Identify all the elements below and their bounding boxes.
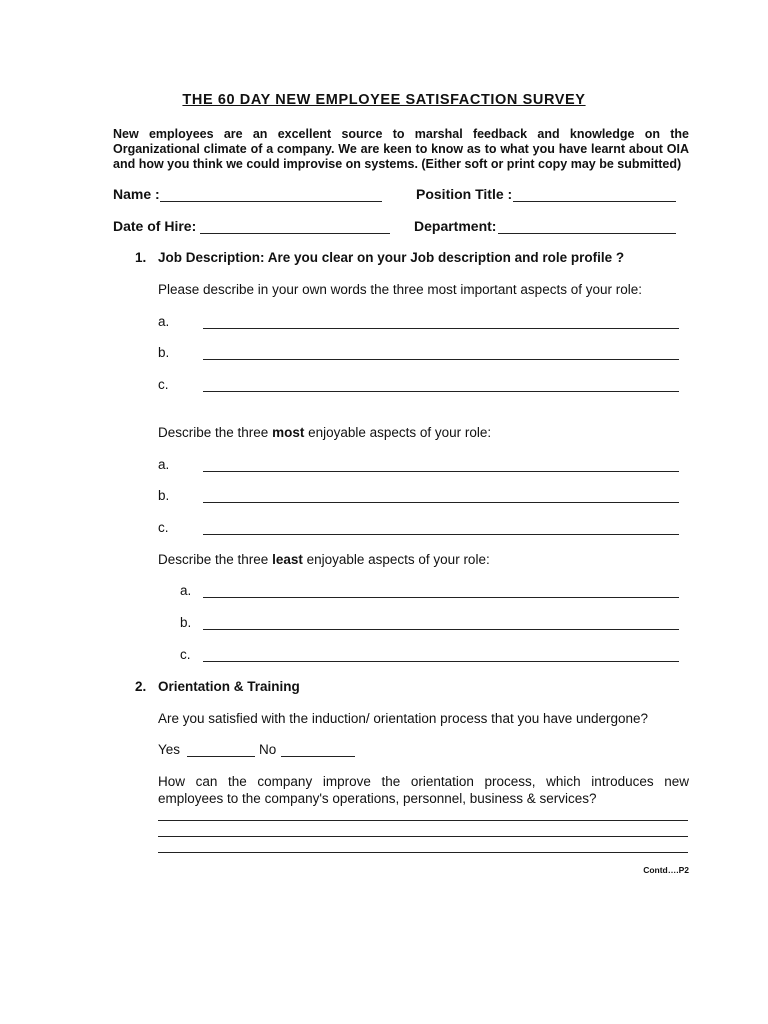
improve-question: How can the company improve the orientation process, which introduces new employees to the company's operations, personnel, business & services? xyxy=(158,774,689,806)
least-item-c-letter: c. xyxy=(180,647,191,662)
continued-note: Contd….P2 xyxy=(643,865,689,875)
most-item-c-field[interactable] xyxy=(203,534,679,535)
question-2-number: 2. xyxy=(135,679,147,694)
question-1-text: Job Description: Are you clear on your Job description and role profile ? xyxy=(158,250,625,265)
least-item-c-field[interactable] xyxy=(203,661,679,662)
most-item-b-letter: b. xyxy=(158,488,170,503)
question-2-text: Orientation & Training xyxy=(158,679,300,694)
date-of-hire-field[interactable] xyxy=(200,233,390,234)
important-aspects-prompt: Please describe in your own words the three most important aspects of your role: xyxy=(158,282,642,297)
most-item-b-field[interactable] xyxy=(203,502,679,503)
date-of-hire-label: Date of Hire: xyxy=(113,218,197,234)
department-field[interactable] xyxy=(498,233,676,234)
satisfied-question: Are you satisfied with the induction/ orientation process that you have undergone? xyxy=(158,711,649,726)
department-label: Department: xyxy=(414,218,497,234)
yes-field[interactable] xyxy=(187,756,255,757)
important-item-a-field[interactable] xyxy=(203,328,679,329)
least-enjoyable-prompt: Describe the three least enjoyable aspects of your role: xyxy=(158,552,490,567)
no-field[interactable] xyxy=(281,756,355,757)
intro-paragraph: New employees are an excellent source to marshal feedback and knowledge on the Organizational climate of a company. We are keen to know as to what you have learnt about OIA and how you think we could improvise on systems. (Either soft or print copy may be submitted) xyxy=(113,127,689,171)
most-enjoyable-prompt: Describe the three most enjoyable aspects of your role: xyxy=(158,425,492,440)
improve-answer-line-3[interactable] xyxy=(158,852,688,853)
most-item-a-field[interactable] xyxy=(203,471,679,472)
least-item-b-letter: b. xyxy=(180,615,192,630)
name-field[interactable] xyxy=(160,201,382,202)
least-item-b-field[interactable] xyxy=(203,629,679,630)
most-item-a-letter: a. xyxy=(158,457,170,472)
important-item-c-letter: c. xyxy=(158,377,169,392)
most-item-c-letter: c. xyxy=(158,520,169,535)
survey-title: THE 60 DAY NEW EMPLOYEE SATISFACTION SURVEY xyxy=(182,92,586,108)
yes-label: Yes xyxy=(158,742,181,757)
name-label: Name : xyxy=(113,186,160,202)
position-title-label: Position Title : xyxy=(416,186,513,202)
improve-answer-line-1[interactable] xyxy=(158,820,688,821)
least-item-a-letter: a. xyxy=(180,583,192,598)
question-1-number: 1. xyxy=(135,250,147,265)
important-item-b-letter: b. xyxy=(158,345,170,360)
position-title-field[interactable] xyxy=(513,201,676,202)
important-item-b-field[interactable] xyxy=(203,359,679,360)
improve-answer-line-2[interactable] xyxy=(158,836,688,837)
no-label: No xyxy=(259,742,277,757)
important-item-a-letter: a. xyxy=(158,314,170,329)
important-item-c-field[interactable] xyxy=(203,391,679,392)
least-item-a-field[interactable] xyxy=(203,597,679,598)
